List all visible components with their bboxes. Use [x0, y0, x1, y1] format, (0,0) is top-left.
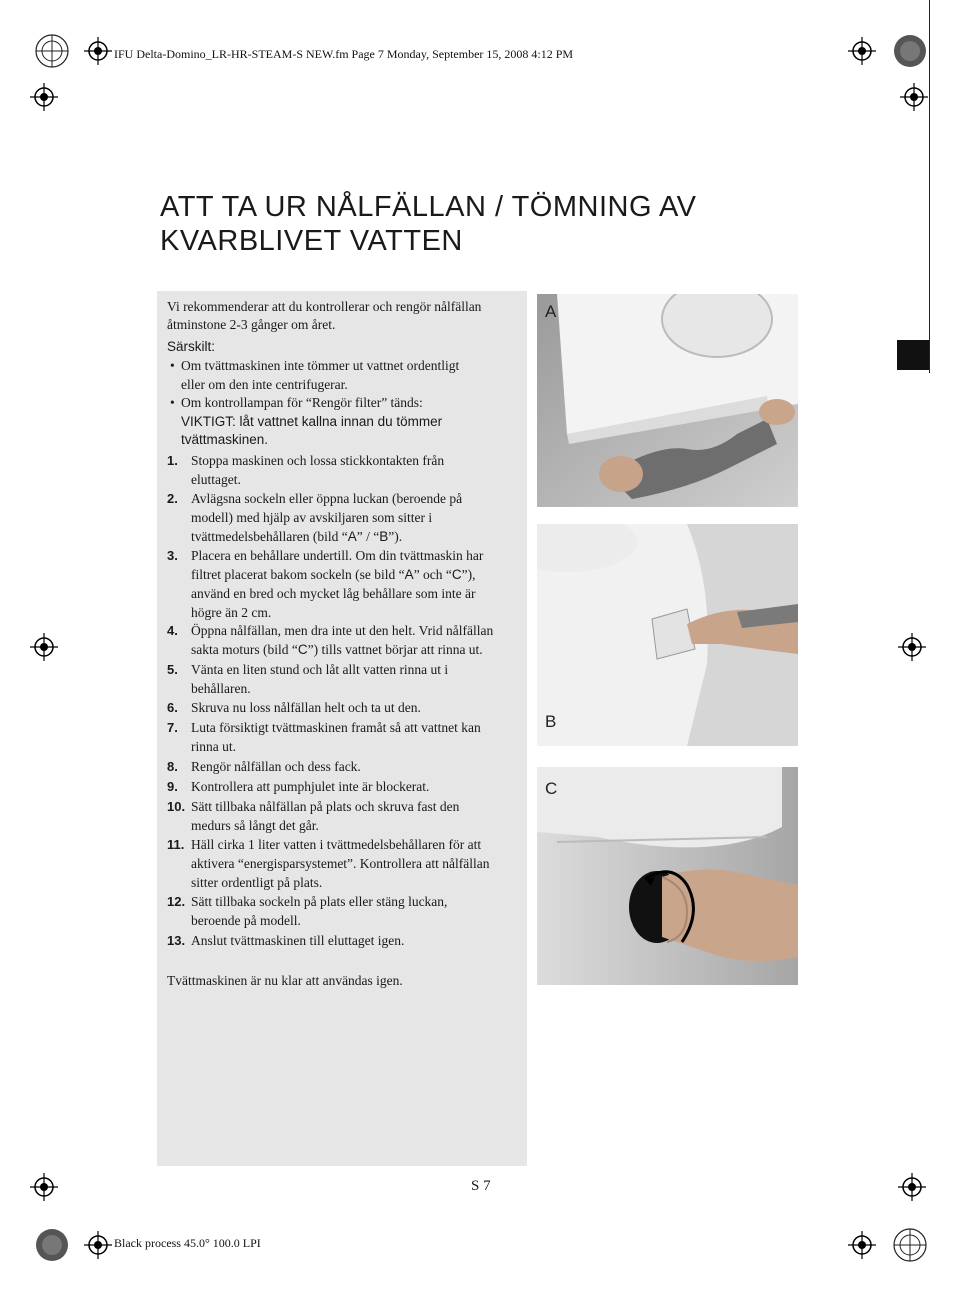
print-header: IFU Delta-Domino_LR-HR-STEAM-S NEW.fm Page 7 Monday, September 15, 2008 4:12 PM: [114, 47, 574, 61]
registration-mark-bottom-far-right-icon: [848, 1231, 876, 1259]
step-item: 3. Placera en behållare undertill. Om din tvättmaskin har filtret placerat bakom sockeln (se bild “A” och “C”), använd en bred och mycket låg behållare som inte är högre än 2 cm.: [167, 548, 484, 620]
step-item: 13. Anslut tvättmaskinen till eluttaget igen.: [167, 933, 405, 948]
registration-mark-top-right-icon: [848, 37, 876, 65]
figure-ref: C: [451, 567, 462, 582]
special-heading: Särskilt:: [167, 339, 216, 354]
figure-b-label: B: [545, 712, 557, 731]
print-footer: Black process 45.0° 100.0 LPI: [114, 1236, 261, 1250]
step-item: 11. Häll cirka 1 liter vatten i tvättmedelsbehållaren för att aktivera “energisparsystemet”. Kontrollera att nålfällan sitter ordentligt på plats.: [167, 837, 490, 890]
page-title-line2: KVARBLIVET VATTEN: [160, 225, 463, 257]
figure-c-label: C: [545, 779, 558, 798]
page-number: S 7: [471, 1178, 491, 1194]
step-item: 9. Kontrollera att pumphjulet inte är blockerat.: [167, 779, 430, 794]
intro-paragraph: Vi rekommenderar att du kontrollerar och rengör nålfällan åtminstone 2-3 gånger om året.: [167, 299, 482, 332]
registration-mark-left-middle-icon: [30, 633, 58, 661]
figure-a-photo: [537, 294, 798, 507]
warning-text: VIKTIGT: låt vattnet kallna innan du tömmer: [181, 413, 443, 429]
step-item: 7. Luta försiktigt tvättmaskinen framåt så att vattnet kan rinna ut.: [167, 720, 481, 754]
crop-mark-bottom-right-icon: [892, 1227, 928, 1263]
step-item: 5. Vänta en liten stund och låt allt vatten rinna ut i behållaren.: [167, 662, 449, 696]
figure-ref: C: [297, 642, 308, 657]
step-item: 1. Stoppa maskinen och lossa stickkontakten från eluttaget.: [167, 453, 445, 487]
bullet-dot-icon: •: [170, 395, 175, 410]
bullet-item: • Om kontrollampan för “Rengör filter” tänds: VIKTIGT: låt vattnet kallna innan du tömmer tvättmaskinen.: [170, 394, 515, 450]
step-item: 4. Öppna nålfällan, men dra inte ut den helt. Vrid nålfällan sakta moturs (bild “C”) tills vattnet börjar att rinna ut.: [167, 623, 494, 657]
step-item: 2. Avlägsna sockeln eller öppna luckan (beroende på modell) med hjälp av avskiljaren som sitter i tvättmedelsbehållaren (bild “A” / “B”).: [167, 491, 463, 544]
registration-mark-bottom-right-icon: [898, 1173, 926, 1201]
bullet-item: • Om tvättmaskinen inte tömmer ut vattnet ordentligt eller om den inte centrifugerar.: [170, 358, 460, 392]
registration-mark-bottom-center-icon: [84, 1231, 112, 1259]
registration-mark-bottom-left-icon: [30, 1173, 58, 1201]
step-item: 8. Rengör nålfällan och dess fack.: [167, 759, 361, 774]
registration-mark-top-left-icon: [84, 37, 112, 65]
figure-ref: A: [404, 567, 414, 582]
figure-ref: B: [379, 529, 389, 544]
closing-sentence: Tvättmaskinen är nu klar att användas igen.: [167, 973, 403, 988]
page-title-line1: ATT TA UR NÅLFÄLLAN / TÖMNING AV: [160, 191, 697, 223]
figure-c-photo: [537, 767, 798, 985]
figure-ref: A: [347, 529, 357, 544]
crop-mark-bottom-left-icon: [34, 1227, 70, 1263]
figure-a-label: A: [545, 302, 557, 321]
registration-mark-right-icon: [900, 83, 928, 111]
step-item: 6. Skruva nu loss nålfällan helt och ta ut den.: [167, 700, 421, 715]
crop-mark-top-left-icon: [34, 33, 70, 69]
margin-rule: [929, 0, 930, 373]
bullet-dot-icon: •: [170, 358, 175, 373]
step-item: 10. Sätt tillbaka nålfällan på plats och skruva fast den medurs så långt det går.: [167, 799, 460, 833]
crop-mark-top-right-icon: [892, 33, 928, 69]
page-title: [160, 190, 780, 258]
registration-mark-right-middle-icon: [898, 633, 926, 661]
warning-text: tvättmaskinen.: [181, 432, 269, 447]
chapter-tab: [897, 340, 929, 370]
figure-b-photo: [537, 524, 798, 746]
step-item: 12. Sätt tillbaka sockeln på plats eller stäng luckan, beroende på modell.: [167, 894, 448, 928]
registration-mark-top-icon: [30, 83, 58, 111]
